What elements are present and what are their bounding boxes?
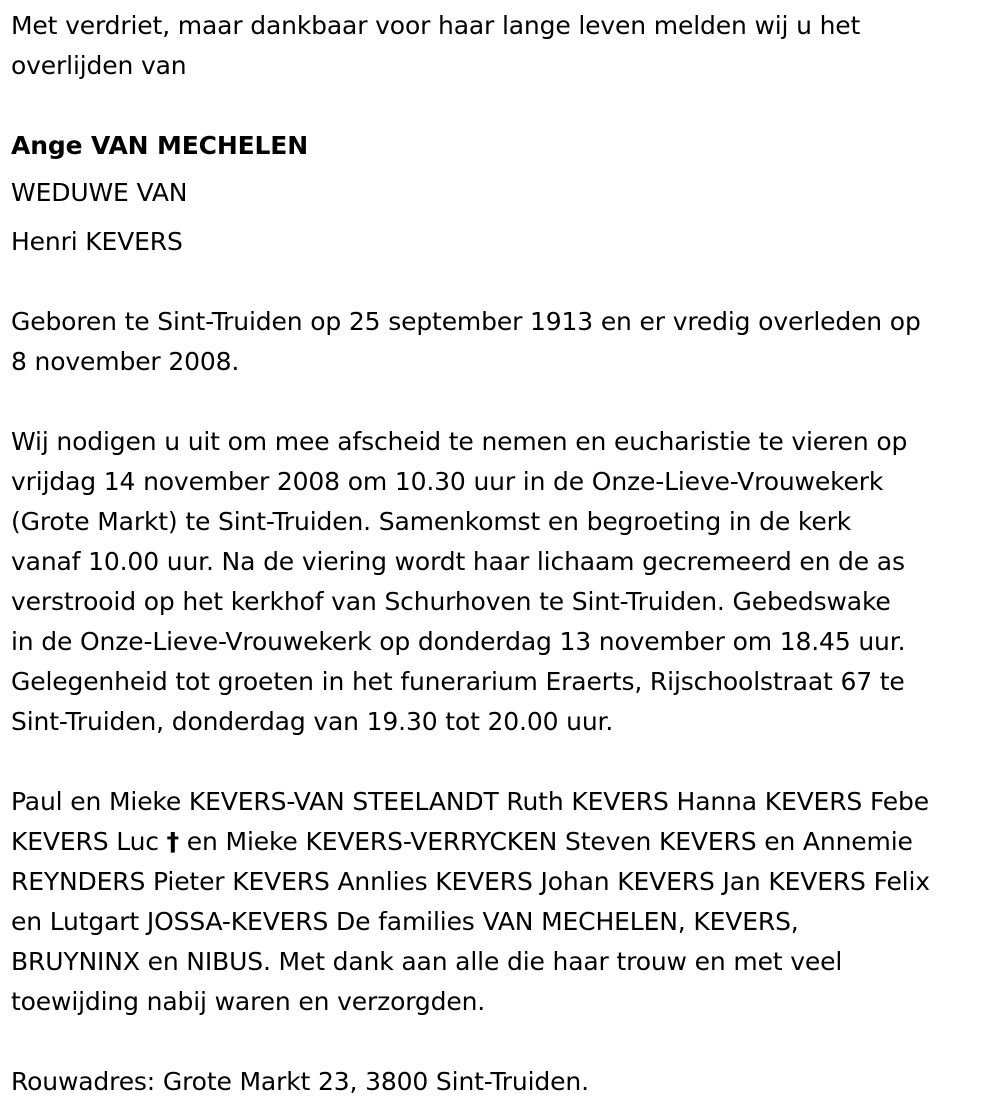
family-line-5: BRUYNINX en NIBUS. Met dank aan alle die haar trouw en met veel bbox=[11, 947, 843, 976]
family-line-2-after: en Mieke KEVERS-VERRYCKEN Steven KEVERS en Annemie bbox=[179, 827, 913, 856]
family-line-1: Paul en Mieke KEVERS-VAN STEELANDT Ruth KEVERS Hanna KEVERS Febe bbox=[11, 787, 929, 816]
ceremony-line: vrijdag 14 november 2008 om 10.30 uur in de Onze-Lieve-Vrouwekerk bbox=[11, 467, 884, 496]
family-line-2 bbox=[11, 822, 913, 862]
spouse-name: Henri KEVERS bbox=[11, 227, 183, 256]
intro-line-1: Met verdriet, maar dankbaar voor haar lange leven melden wij u het bbox=[11, 11, 861, 40]
ceremony-line: in de Onze-Lieve-Vrouwekerk op donderdag 13 november om 18.45 uur. bbox=[11, 627, 906, 656]
ceremony-line: Gelegenheid tot groeten in het funerarium Eraerts, Rijschoolstraat 67 te bbox=[11, 667, 905, 696]
deceased-relation: WEDUWE VAN bbox=[11, 178, 188, 207]
deceased-name: Ange VAN MECHELEN bbox=[11, 131, 309, 160]
intro-line-2: overlijden van bbox=[11, 51, 187, 80]
birth-line-2: 8 november 2008. bbox=[11, 347, 240, 376]
family-line-3: REYNDERS Pieter KEVERS Annlies KEVERS Johan KEVERS Jan KEVERS Felix bbox=[11, 867, 930, 896]
birth-line-1: Geboren te Sint-Truiden op 25 september 1913 en er vredig overleden op bbox=[11, 307, 921, 336]
ceremony-line: Sint-Truiden, donderdag van 19.30 tot 20.00 uur. bbox=[11, 707, 614, 736]
ceremony-line: vanaf 10.00 uur. Na de viering wordt haar lichaam gecremeerd en de as bbox=[11, 547, 905, 576]
family-line-2-before: KEVERS Luc bbox=[11, 827, 167, 856]
ceremony-line: Wij nodigen u uit om mee afscheid te nemen en eucharistie te vieren op bbox=[11, 427, 908, 456]
funeral-address: Rouwadres: Grote Markt 23, 3800 Sint-Truiden. bbox=[11, 1067, 589, 1096]
ceremony-line: (Grote Markt) te Sint-Truiden. Samenkomst en begroeting in de kerk bbox=[11, 507, 852, 536]
family-line-4: en Lutgart JOSSA-KEVERS De families VAN MECHELEN, KEVERS, bbox=[11, 907, 799, 936]
ceremony-line: verstrooid op het kerkhof van Schurhoven te Sint-Truiden. Gebedswake bbox=[11, 587, 891, 616]
family-line-6: toewijding nabij waren en verzorgden. bbox=[11, 987, 486, 1016]
cross-icon: † bbox=[166, 827, 180, 856]
